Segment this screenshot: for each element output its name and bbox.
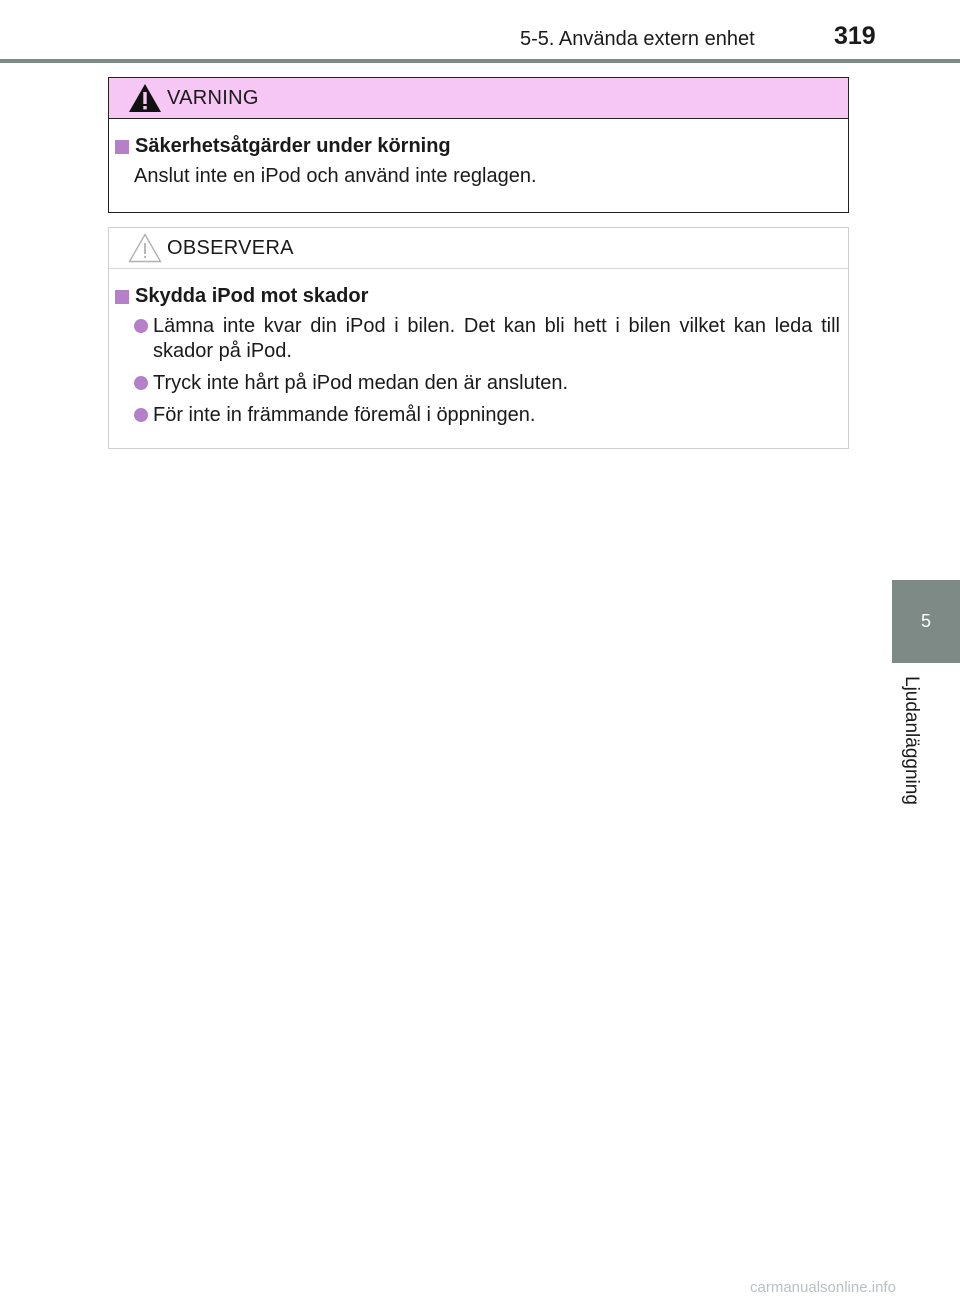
notice-heading-text: Skydda iPod mot skador	[135, 285, 369, 307]
chapter-number: 5	[920, 611, 931, 631]
caution-triangle-icon	[128, 233, 162, 263]
warning-title: VARNING	[167, 87, 259, 109]
list-item-text: För inte in främmande föremål i öppningen.	[153, 404, 536, 426]
chapter-title: Ljudanläggning	[901, 676, 922, 805]
square-bullet-icon	[115, 290, 129, 304]
circle-bullet-icon	[134, 408, 148, 422]
notice-heading	[114, 285, 840, 308]
notice-box	[108, 227, 849, 449]
circle-bullet-icon	[134, 376, 148, 390]
warning-heading-text: Säkerhetsåtgärder under körning	[135, 135, 451, 157]
watermark: carmanualsonline.info	[750, 1279, 896, 1296]
square-bullet-icon	[115, 140, 129, 154]
chapter-tab	[892, 580, 960, 663]
notice-title: OBSERVERA	[167, 237, 294, 259]
notice-box-header	[109, 228, 848, 269]
warning-box	[108, 77, 849, 213]
warning-text: Anslut inte en iPod och använd inte reglagen.	[134, 165, 537, 187]
header-divider	[0, 59, 960, 63]
section-title: 5-5. Använda extern enhet	[520, 28, 755, 50]
page-number: 319	[834, 22, 876, 50]
circle-bullet-icon	[134, 319, 148, 333]
list-item	[134, 403, 840, 428]
list-item	[134, 314, 840, 364]
list-item-text: Lämna inte kvar din iPod i bilen. Det kan bli hett i bilen vilket kan leda till skador på iPod.	[153, 315, 840, 362]
list-item	[134, 371, 840, 396]
list-item-text: Tryck inte hårt på iPod medan den är ansluten.	[153, 372, 569, 394]
warning-heading	[114, 135, 840, 158]
warning-box-header	[109, 78, 848, 119]
warning-triangle-icon	[128, 83, 162, 113]
